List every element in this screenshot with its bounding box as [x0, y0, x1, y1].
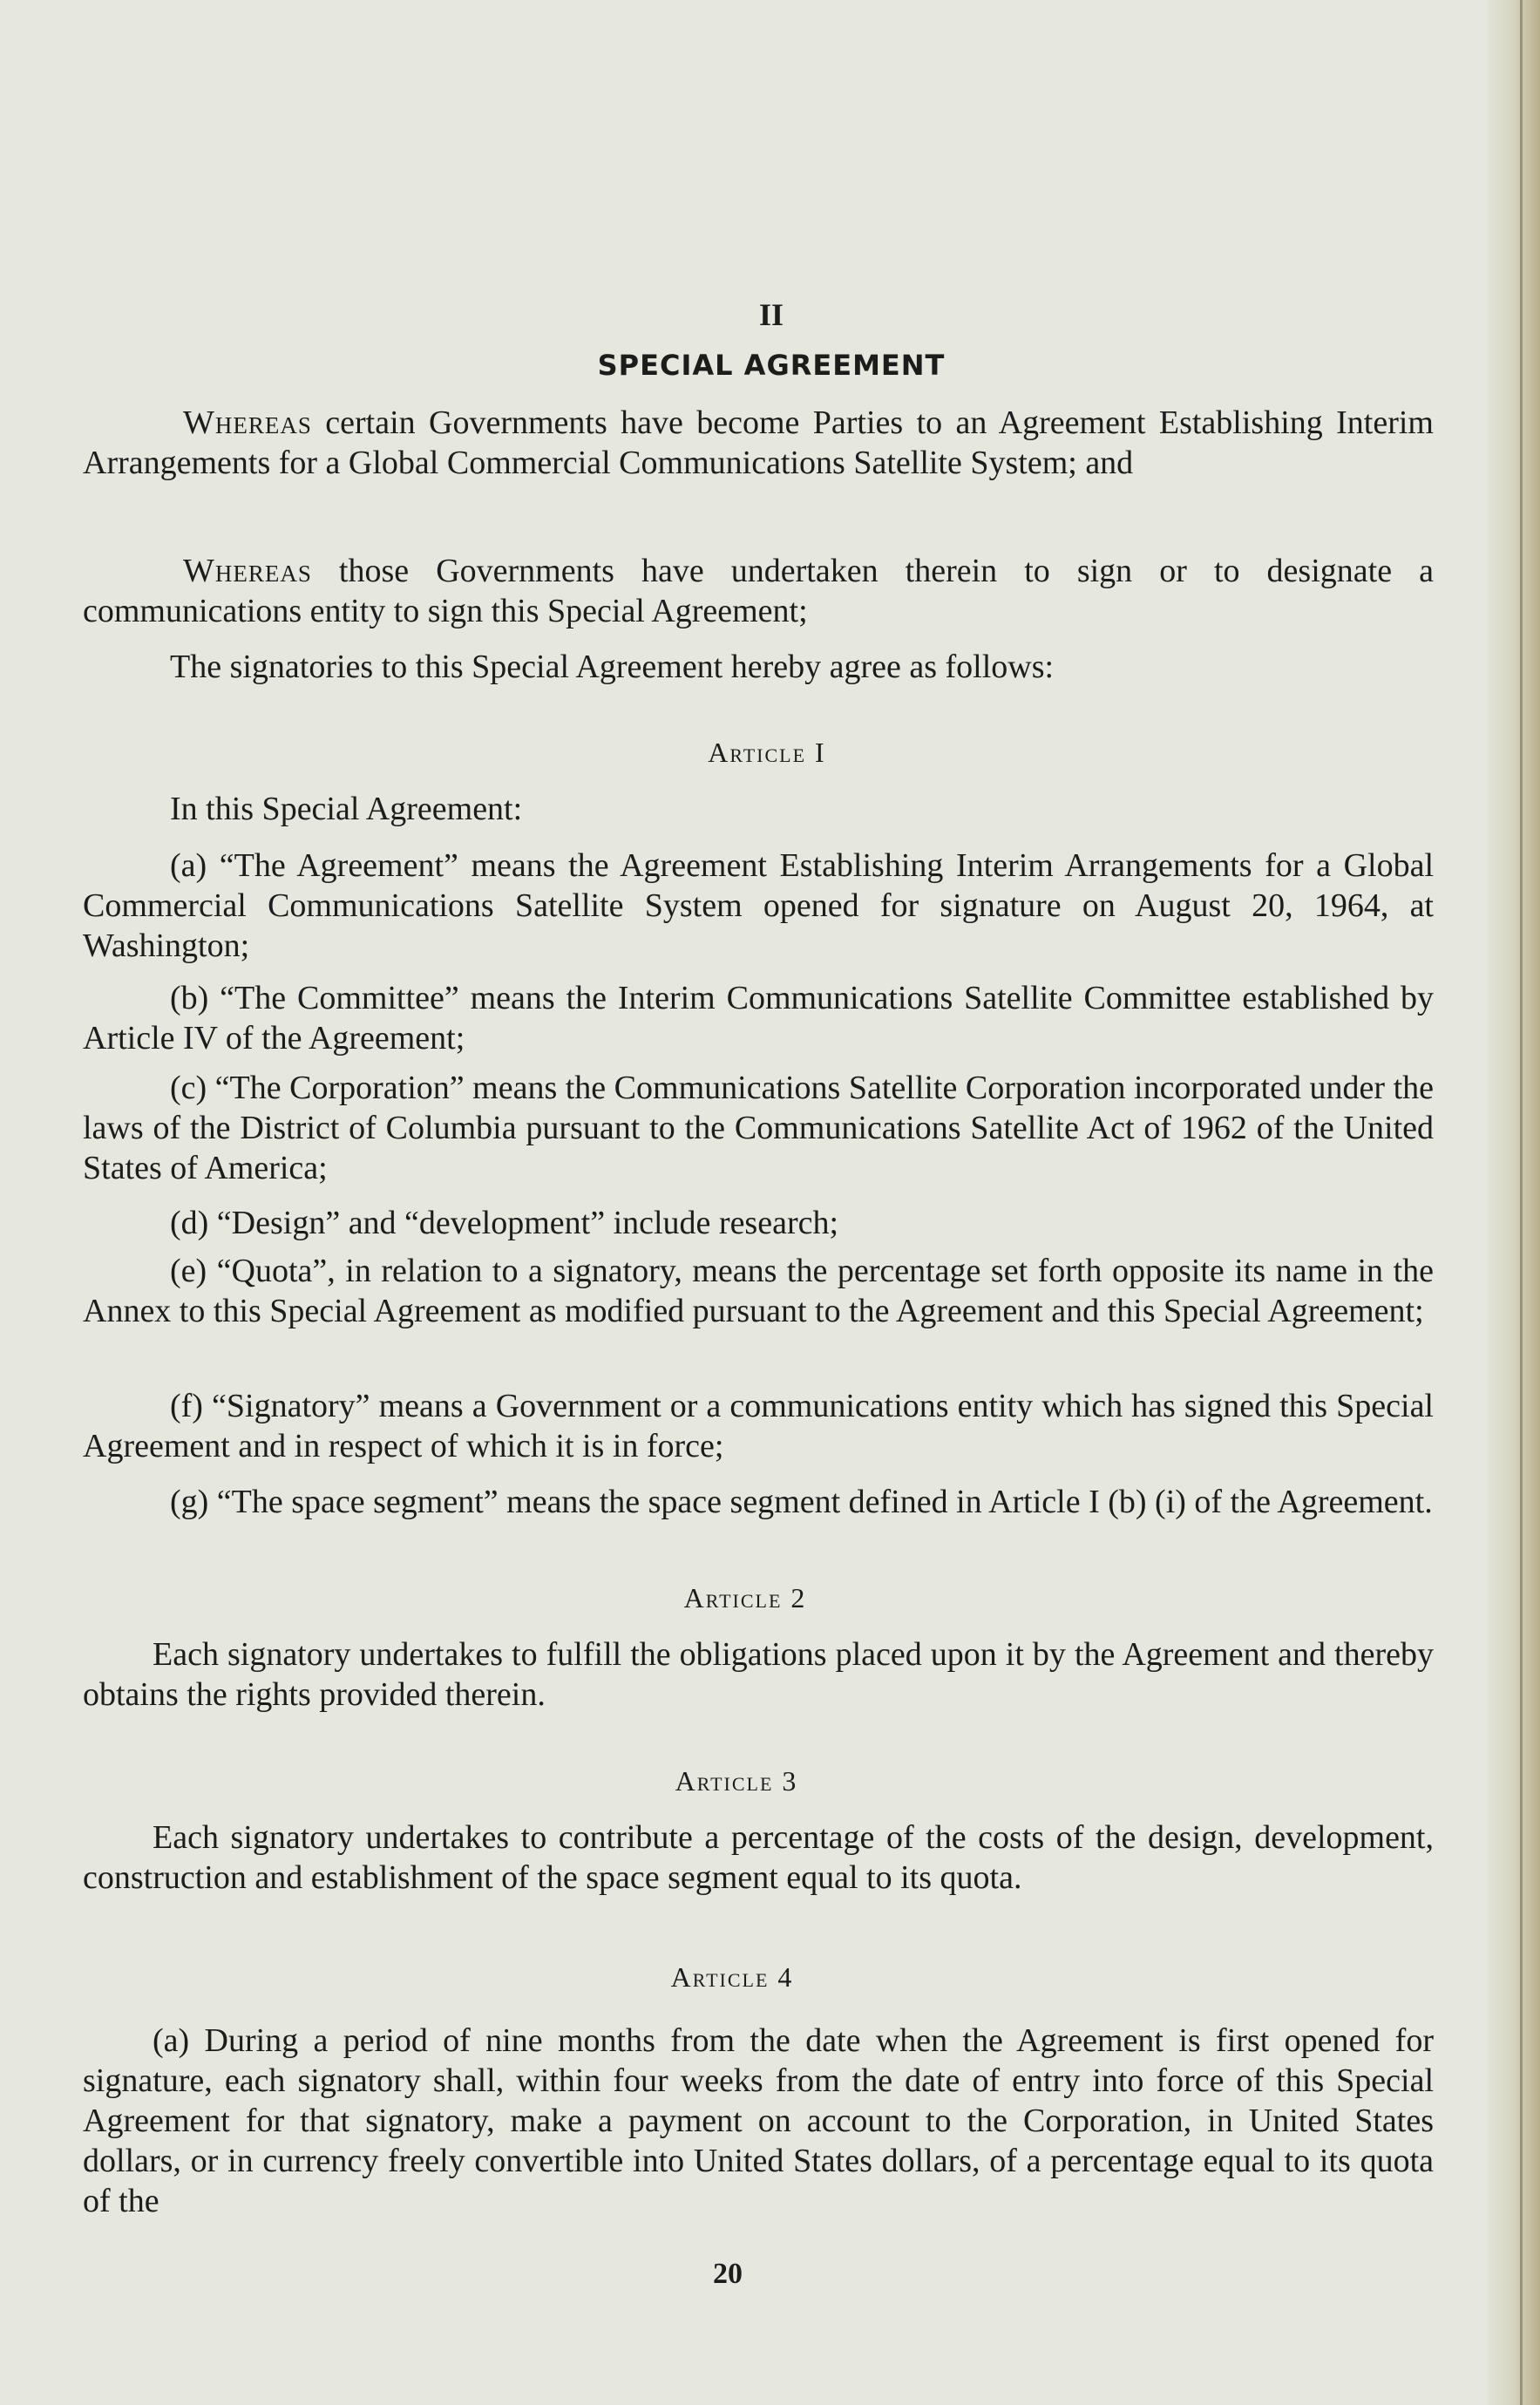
article-2-paragraph: Each signatory undertakes to fulfill the obligations placed upon it by the Agreement and thereby obtains the rights provided therein.	[83, 1636, 1434, 1713]
article-1-paragraph: (e) “Quota”, in relation to a signatory, means the percentage set forth opposite its name in the Annex to this Special Agreement as modified pursuant to the Agreement and this Special Agreement;	[83, 1253, 1434, 1329]
page-edge	[1488, 0, 1540, 2405]
page-edge-line	[1520, 0, 1523, 2405]
article-1-paragraph: (a) “The Agreement” means the Agreement Establishing Interim Arrangements for a Global Commercial Communications Satellite System opened for signature on August 20, 1964, at Washington;	[83, 847, 1434, 964]
preamble-text-3: The signatories to this Special Agreement hereby agree as follows:	[170, 649, 1055, 685]
preamble-paragraph-1	[83, 403, 1434, 483]
article-1-paragraph: (b) “The Committee” means the Interim Communications Satellite Committee established by Article IV of the Agreement;	[83, 980, 1434, 1056]
page-number: 20	[713, 2258, 743, 2290]
preamble-paragraph-2	[83, 551, 1434, 631]
article-2-heading: Article 2	[683, 1582, 807, 1614]
preamble-paragraph-3	[83, 647, 1434, 687]
article-1-paragraph: (c) “The Corporation” means the Communications Satellite Corporation incorporated under the laws of the District of Columbia pursuant to the Communications Satellite Act of 1962 of the United States of America;	[83, 1070, 1434, 1186]
document-title: SPECIAL AGREEMENT	[597, 349, 946, 382]
preamble-text-1: certain Governments have become Parties to an Agreement Establishing Interim Arrangements for a Global Commercial Communications Satellite System; and	[83, 404, 1434, 481]
preamble-lead-1: Whereas	[183, 404, 312, 441]
article-3-heading: Article 3	[675, 1765, 798, 1797]
article-3-paragraph: Each signatory undertakes to contribute a percentage of the costs of the design, development, construction and establishment of the space segment equal to its quota.	[83, 1819, 1434, 1896]
article-1-heading: Article I	[708, 737, 826, 768]
article-4-heading: Article 4	[670, 1961, 794, 1993]
article-1-paragraph: (g) “The space segment” means the space segment defined in Article I (b) (i) of the Agreement.	[170, 1484, 1433, 1520]
article-4-paragraph: (a) During a period of nine months from the date when the Agreement is first opened for signature, each signatory shall, within four weeks from the date of entry into force of this Special Agreement for that signatory, make a payment on account to the Corporation, in United States dollars, or in currency freely convertible into United States dollars, of a percentage equal to its quota of the	[83, 2022, 1434, 2219]
article-1-paragraph: In this Special Agreement:	[170, 791, 523, 827]
preamble-lead-2: Whereas	[183, 553, 312, 589]
article-1-paragraph: (f) “Signatory” means a Government or a communications entity which has signed this Special Agreement and in respect of which it is in force;	[83, 1388, 1434, 1464]
preamble-text-2: those Governments have undertaken therein to sign or to designate a communications entity to sign this Special Agreement;	[83, 553, 1434, 629]
article-1-paragraph: (d) “Design” and “development” include research;	[170, 1205, 839, 1241]
section-number: II	[758, 297, 784, 332]
